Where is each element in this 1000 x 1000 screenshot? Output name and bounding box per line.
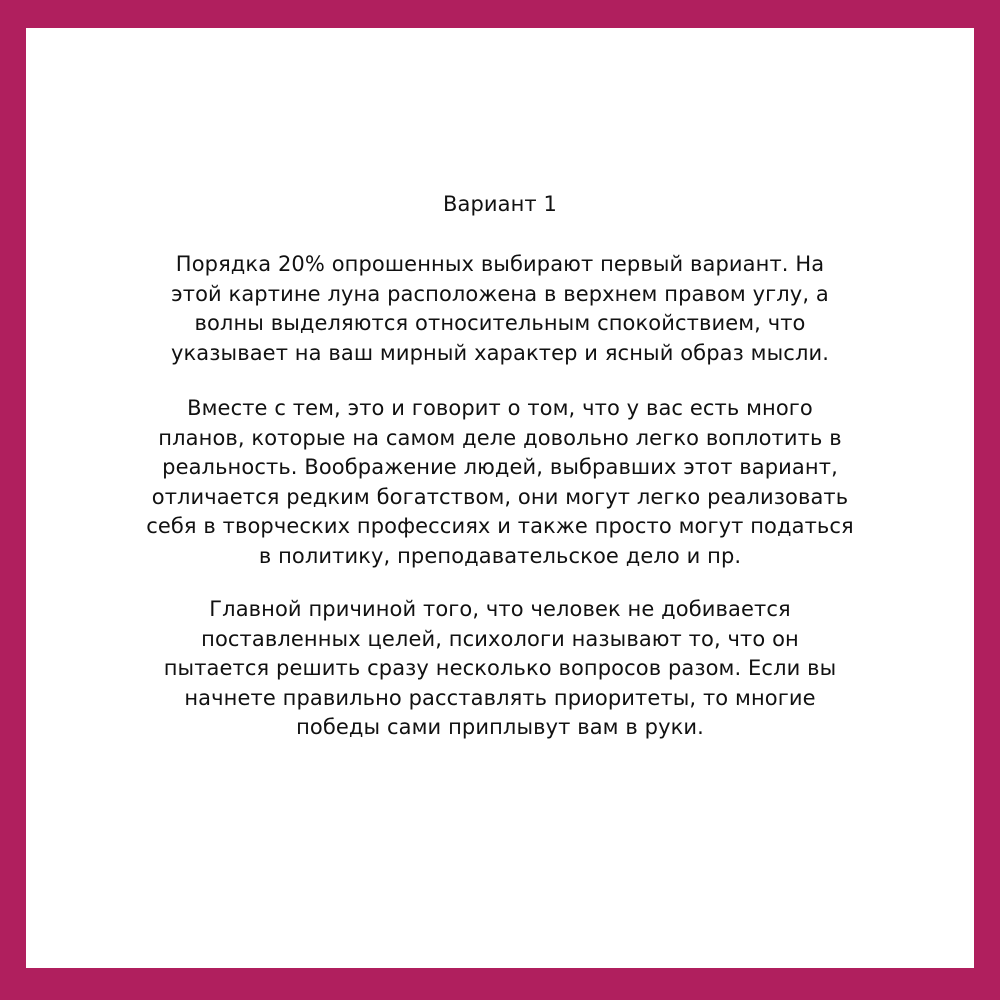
paragraph-line: поставленных целей, психологи называют то, что он <box>201 626 799 651</box>
paragraph-line: этой картине луна расположена в верхнем правом углу, а <box>171 281 829 306</box>
paragraph-line: Порядка 20% опрошенных выбирают первый вариант. На <box>175 252 825 276</box>
paragraph-line: победы сами приплывут вам в руки. <box>296 715 704 739</box>
paragraph-line: пытается решить сразу несколько вопросов разом. Если вы <box>163 656 837 680</box>
paragraph-line: Вместе с тем, это и говорит о том, что у вас есть много <box>187 396 813 420</box>
paragraph-line: начнете правильно расставлять приоритеты, то многие <box>184 685 816 710</box>
variant-title: Вариант 1 <box>442 192 558 216</box>
paragraph-line: реальность. Воображение людей, выбравших этот вариант, <box>162 455 838 479</box>
content-card <box>26 28 974 968</box>
paragraph-1 <box>26 250 974 368</box>
paragraph-line: отличается редким богатством, они могут легко реализовать <box>151 484 849 509</box>
paragraph-line: планов, которые на самом деле довольно легко воплотить в <box>158 425 842 450</box>
paragraph-2 <box>26 394 974 571</box>
paragraph-line: указывает на ваш мирный характер и ясный образ мысли. <box>171 340 829 365</box>
paragraph-line: Главной причиной того, что человек не добивается <box>209 597 791 621</box>
paragraph-line: волны выделяются относительным спокойствием, что <box>194 311 806 335</box>
paragraph-line: себя в творческих профессиях и также просто могут податься <box>146 514 854 538</box>
paragraph-line: в политику, преподавательское дело и пр. <box>258 543 742 568</box>
paragraph-3 <box>26 595 974 743</box>
